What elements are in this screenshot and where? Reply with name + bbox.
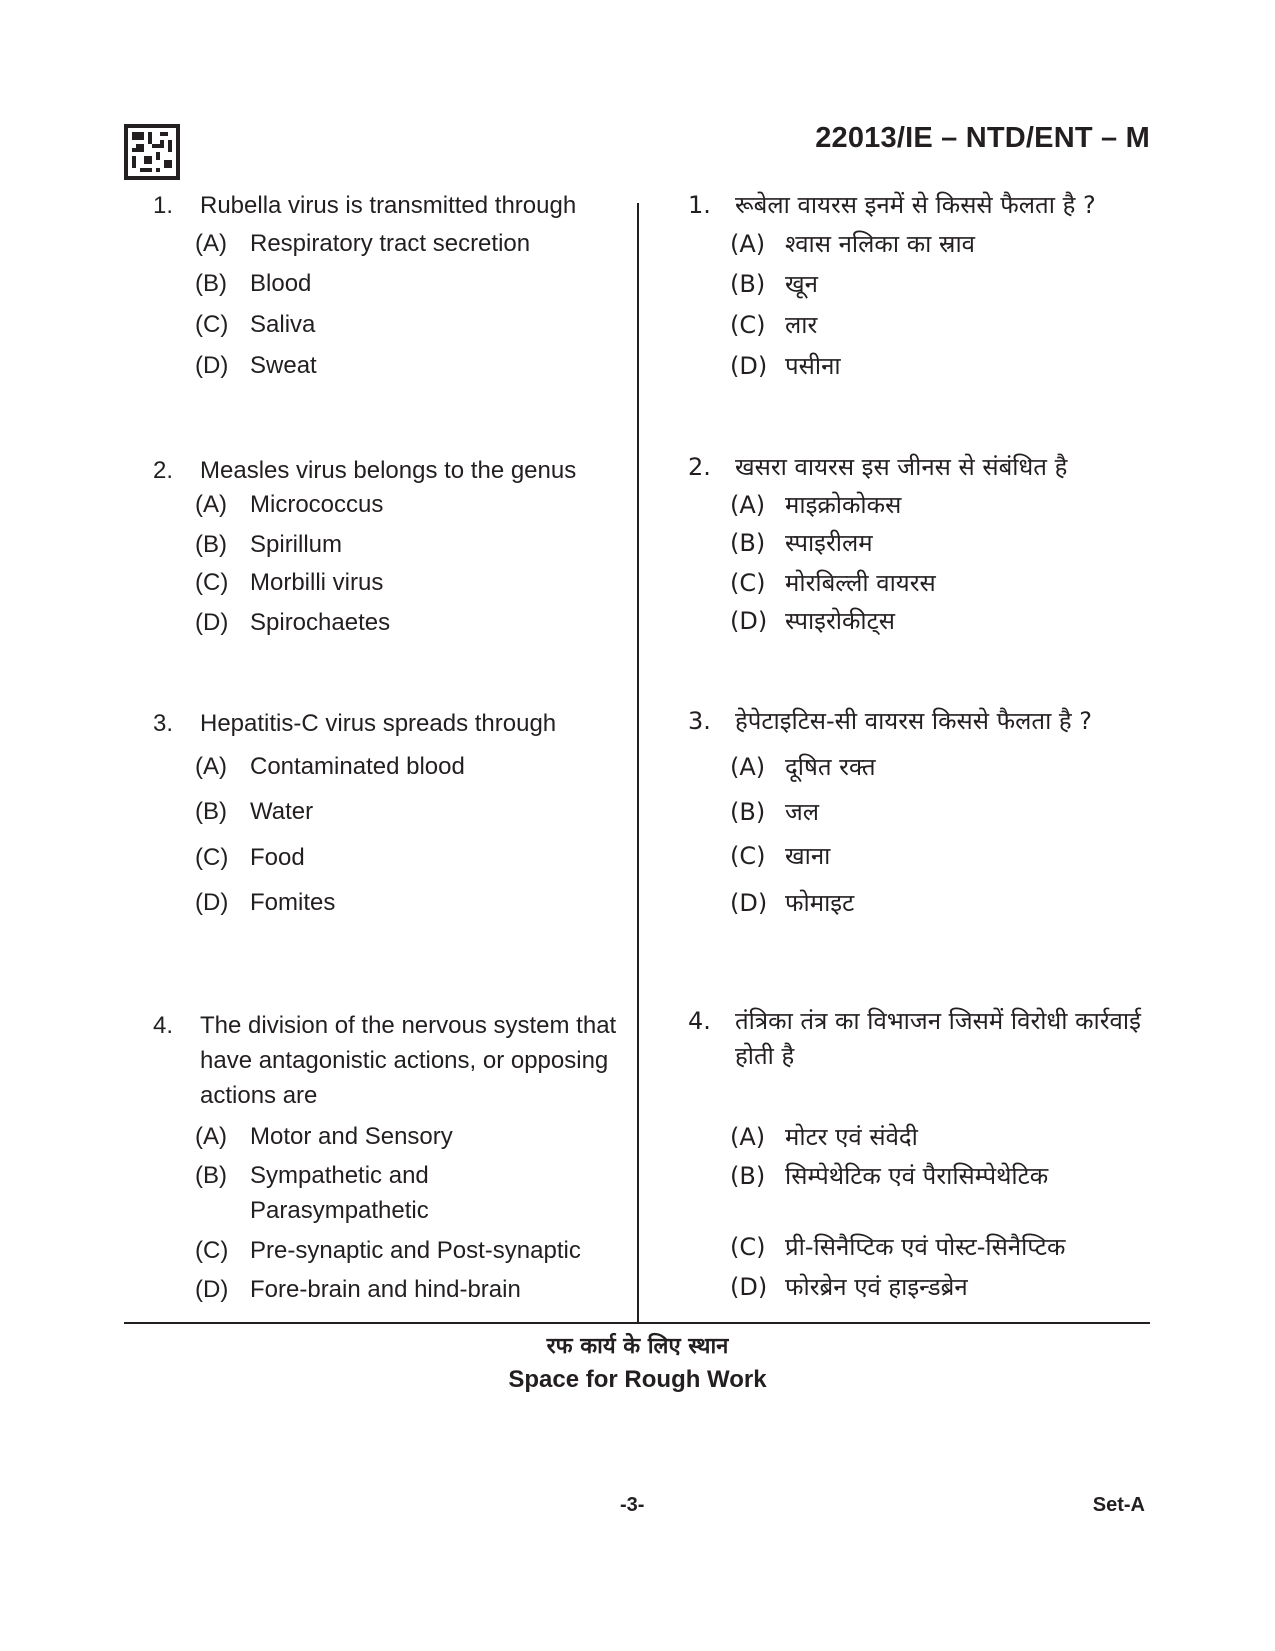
question-text: Hepatitis-C virus spreads through [200,710,557,737]
option-text: फोमाइट [785,889,855,917]
option-letter: (D) [730,889,768,917]
question-2 [685,450,1150,485]
option-text: मोरबिल्ली वायरस [785,569,936,597]
option-text: Food [250,844,305,871]
question-text: खसरा वायरस इस जीनस से संबंधित है [735,453,1068,481]
option-text: पसीना [785,352,841,380]
option-letter: (A) [195,491,227,518]
qr-code-icon [124,124,180,180]
option-text: प्री-सिनैप्टिक एवं पोस्ट-सिनैप्टिक [785,1233,1066,1261]
option-letter: (B) [195,270,227,297]
question-text: Measles virus belongs to the genus [200,457,577,484]
option-text: Spirochaetes [250,609,391,636]
option-letter: (B) [195,1162,227,1189]
option-text: श्वास नलिका का स्राव [785,230,975,258]
question-number: 2. [688,453,711,481]
option-text: Blood [250,270,312,297]
option-text: स्पाइरीलम [785,529,873,557]
paper-code: 22013/IE – NTD/ENT – M [815,122,1150,154]
option-letter: (D) [730,1273,768,1301]
option-letter: (C) [730,311,766,339]
set-label: Set-A [1092,1494,1145,1516]
option-text: Fomites [250,889,336,916]
question-3 [150,706,620,741]
question-text-line-3: actions are [200,1082,318,1109]
question-text-line-1: तंत्रिका तंत्र का विभाजन जिसमें विरोधी कार्रवाई [735,1007,1141,1035]
option-text: Saliva [250,311,316,338]
option-letter: (C) [195,569,229,596]
question-text: हेपेटाइटिस-सी वायरस किससे फैलता है ? [735,707,1093,735]
option-letter: (B) [730,529,766,557]
page-number: -3- [620,1494,645,1516]
option-letter: (D) [730,607,768,635]
question-text: रूबेला वायरस इनमें से किससे फैलता है ? [735,191,1096,219]
column-divider [637,203,639,1323]
question-number: 4. [153,1012,174,1039]
option-letter: (A) [730,230,766,258]
option-text: स्पाइरोकीट्स [785,607,895,635]
option-letter: (C) [730,1233,766,1261]
option-text: खाना [785,842,831,870]
option-letter: (D) [195,1276,229,1303]
question-3 [685,704,1150,739]
question-1 [150,188,620,223]
option-letter: (C) [195,844,229,871]
option-text: जल [785,798,820,826]
option-letter: (B) [730,270,766,298]
question-number: 1. [688,191,711,219]
question-number: 3. [688,707,711,735]
option-letter: (C) [195,1237,229,1264]
option-letter: (D) [195,609,229,636]
question-text-line-2: have antagonistic actions, or opposing [200,1047,609,1074]
option-letter: (C) [195,311,229,338]
option-text: Contaminated blood [250,753,465,780]
question-2 [150,453,620,488]
question-4 [685,1004,1150,1074]
question-text-line-1: The division of the nervous system that [200,1012,617,1039]
question-text-line-2: होती है [735,1042,795,1070]
option-text-line-2: Parasympathetic [250,1197,429,1224]
option-text: Morbilli virus [250,569,384,596]
option-text: Fore-brain and hind-brain [250,1276,521,1303]
option-letter: (D) [730,352,768,380]
option-text: माइक्रोकोकस [785,491,902,519]
option-letter: (C) [730,842,766,870]
option-letter: (A) [730,1123,766,1151]
option-text: Micrococcus [250,491,384,518]
rough-work-label: Space for Rough Work [508,1366,767,1393]
question-number: 4. [688,1007,711,1035]
option-letter: (B) [730,1162,766,1190]
option-text: Spirillum [250,531,343,558]
option-text: खून [785,270,818,298]
option-text: Motor and Sensory [250,1123,453,1150]
rough-work-label-hindi: रफ कार्य के लिए स्थान [546,1334,729,1359]
option-letter: (D) [195,889,229,916]
option-letter: (B) [195,798,227,825]
option-text: सिम्पेथेटिक एवं पैरासिम्पेथेटिक [785,1162,1049,1190]
question-text: Rubella virus is transmitted through [200,192,577,219]
question-number: 2. [153,457,174,484]
question-1 [685,188,1150,223]
question-4 [150,1008,620,1113]
option-text: Pre-synaptic and Post-synaptic [250,1237,581,1264]
option-letter: (A) [195,753,227,780]
question-number: 1. [153,192,174,219]
option-text: Water [250,798,314,825]
option-letter: (D) [195,352,229,379]
option-text: दूषित रक्त [785,753,876,781]
option-letter: (B) [195,531,227,558]
option-text: लार [785,311,818,339]
option-text: फोरब्रेन एवं हाइन्डब्रेन [785,1273,968,1301]
question-number: 3. [153,710,174,737]
option-letter: (C) [730,569,766,597]
option-letter: (B) [730,798,766,826]
option-letter: (A) [730,491,766,519]
section-divider [124,1322,1150,1324]
option-text: Respiratory tract secretion [250,230,531,257]
option-text: मोटर एवं संवेदी [785,1123,918,1151]
option-text: Sweat [250,352,317,379]
option-letter: (A) [195,230,227,257]
option-letter: (A) [730,753,766,781]
option-letter: (A) [195,1123,227,1150]
option-text: Sympathetic and [250,1162,429,1189]
